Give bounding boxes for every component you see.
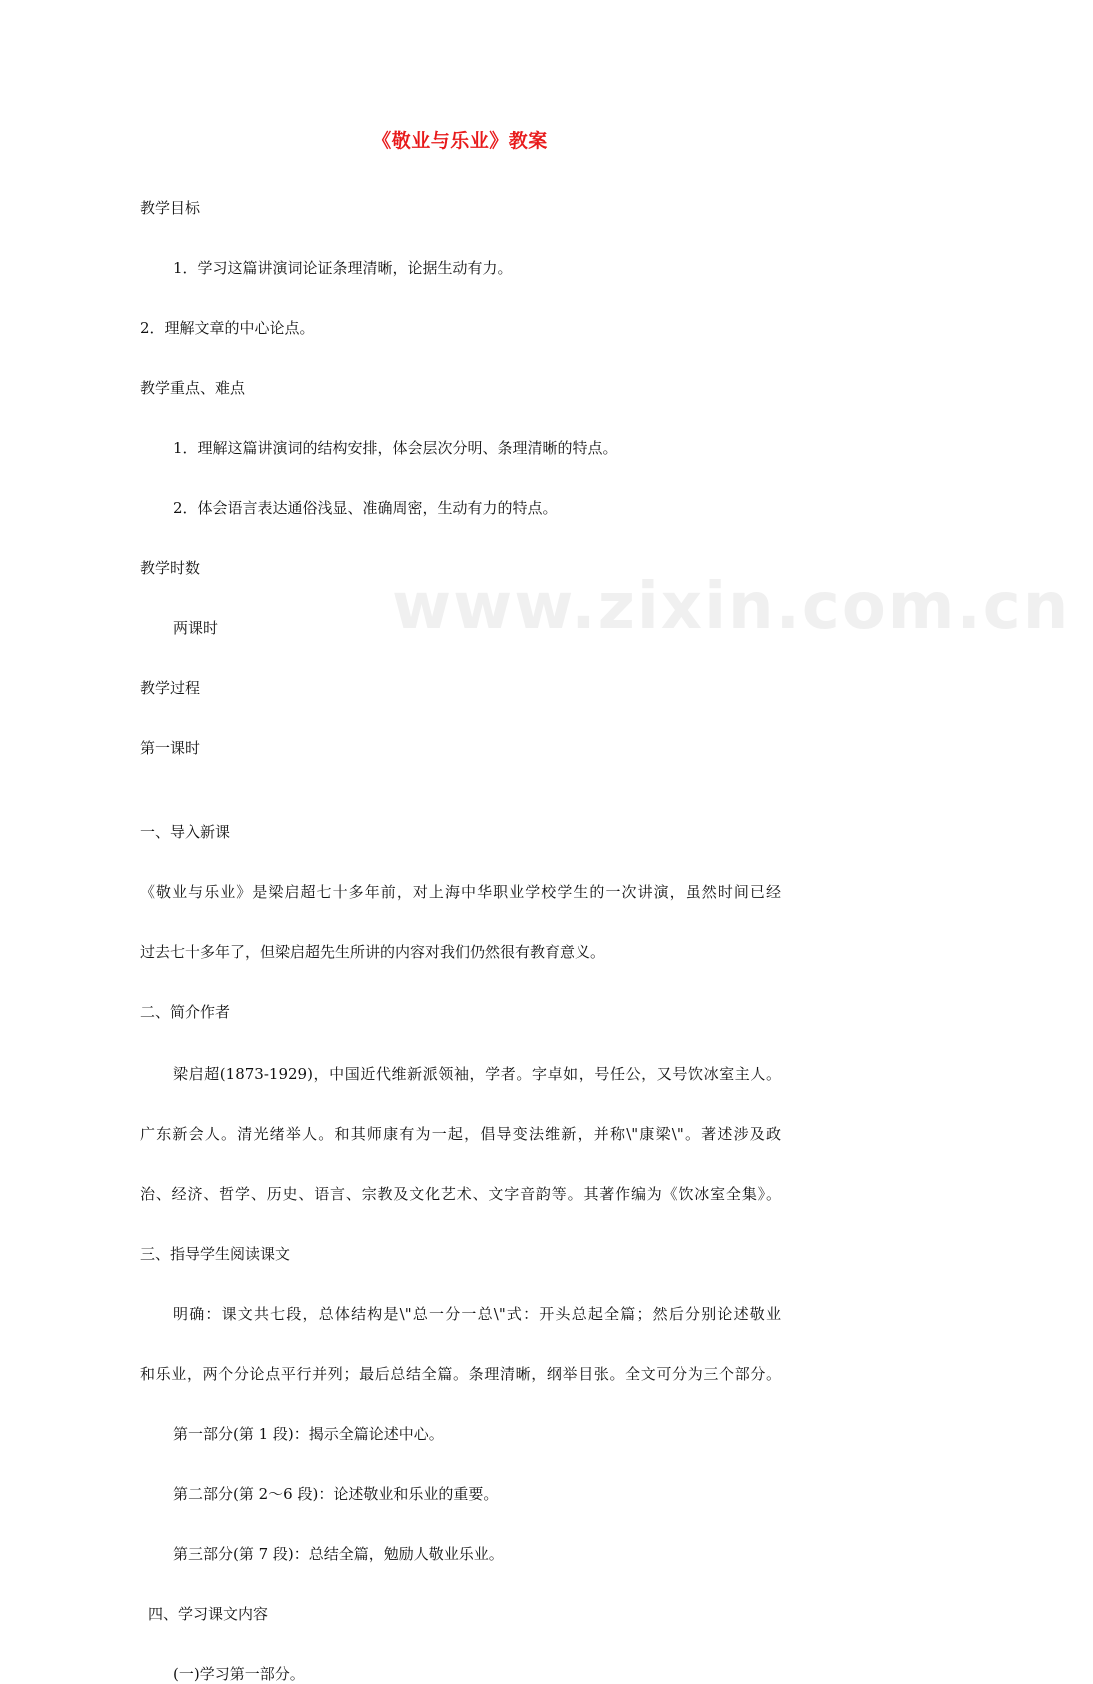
key-point-1: 1．理解这篇讲演词的结构安排，体会层次分明、条理清晰的特点。	[173, 439, 618, 457]
section-author: 二、简介作者	[140, 1003, 231, 1021]
paragraph-line: 和乐业，两个分论点平行并列；最后总结全篇。条理清晰，纲举目张。全文可分为三个部分。	[140, 1365, 781, 1383]
paragraph-line: 梁启超(1873-1929)，中国近代维新派领袖，学者。字卓如，号任公，又号饮冰室主人。	[173, 1065, 781, 1083]
part-3: 第三部分(第 7 段)：总结全篇，勉励人敬业乐业。	[173, 1545, 504, 1563]
part-2: 第二部分(第 2～6 段)：论述敬业和乐业的重要。	[173, 1485, 499, 1503]
paragraph-line: 治、经济、哲学、历史、语言、宗教及文化艺术、文字音韵等。其著作编为《饮冰室全集》。	[140, 1185, 781, 1203]
heading-key-points: 教学重点、难点	[140, 379, 246, 397]
heading-teaching-goals: 教学目标	[140, 199, 201, 217]
section-introduction: 一、导入新课	[140, 823, 231, 841]
section-reading-guide: 三、指导学生阅读课文	[140, 1245, 291, 1263]
paragraph-line: 广东新会人。清光绪举人。和其师康有为一起，倡导变法维新，并称\"康梁\"。著述涉及政	[140, 1125, 781, 1143]
class-hours-value: 两课时	[173, 619, 219, 637]
section-study-content: 四、学习课文内容	[148, 1605, 269, 1623]
heading-teaching-process: 教学过程	[140, 679, 201, 697]
paragraph-line: 《敬业与乐业》是梁启超七十多年前，对上海中华职业学校学生的一次讲演，虽然时间已经	[140, 883, 781, 901]
goal-item-1: 1．学习这篇讲演词论证条理清晰，论据生动有力。	[173, 259, 513, 277]
page-title: 《敬业与乐业》教案	[372, 130, 548, 152]
heading-class-hours: 教学时数	[140, 559, 201, 577]
paragraph-line: 过去七十多年了，但梁启超先生所讲的内容对我们仍然很有教育意义。	[140, 943, 606, 961]
part-1: 第一部分(第 1 段)：揭示全篇论述中心。	[173, 1425, 444, 1443]
paragraph-line: 明确：课文共七段，总体结构是\"总一分一总\"式：开头总起全篇；然后分别论述敬业	[173, 1305, 781, 1323]
key-point-2: 2．体会语言表达通俗浅显、准确周密，生动有力的特点。	[173, 499, 558, 517]
subsection-part-one: (一)学习第一部分。	[173, 1665, 305, 1683]
goal-item-2: 2．理解文章的中心论点。	[140, 319, 315, 337]
heading-first-lesson: 第一课时	[140, 739, 201, 757]
watermark: www.zixin.com.cn	[392, 570, 1071, 644]
